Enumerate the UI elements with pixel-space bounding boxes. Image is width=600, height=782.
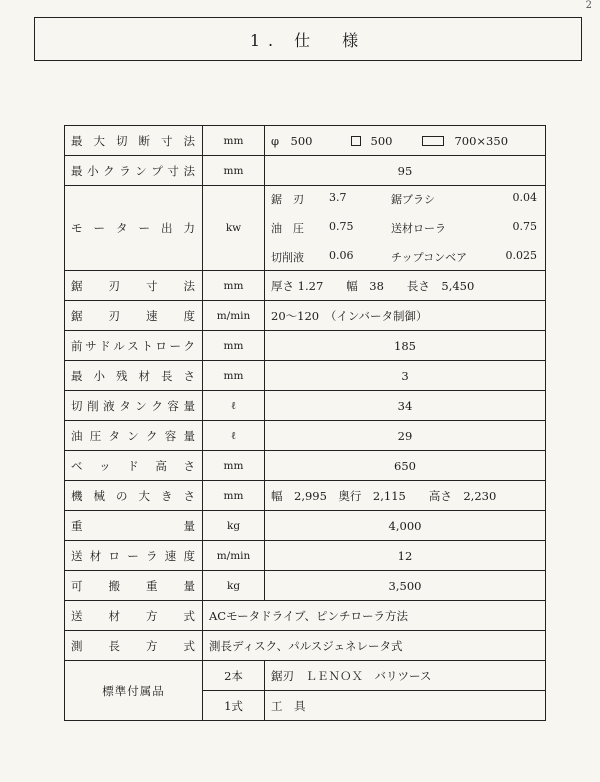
row-value: 20〜120 （インバータ制御） — [265, 301, 546, 331]
row-unit: m/min — [203, 301, 265, 331]
motor-item-value: 0.75 — [329, 220, 354, 233]
row-value: 29 — [265, 421, 546, 451]
row-label — [65, 271, 203, 301]
row-unit: ℓ — [203, 391, 265, 421]
label-text: 油 圧 タ ン ク 容 量 — [71, 428, 196, 443]
round-size: φ 500 — [271, 133, 313, 148]
row-value: 34 — [265, 391, 546, 421]
row-label — [65, 156, 203, 186]
row-label — [65, 301, 203, 331]
label-text: 送 材 ロ ー ラ 速 度 — [71, 548, 196, 563]
motor-item-name: 油 圧 — [271, 222, 304, 235]
row-coolant-tank — [65, 391, 546, 421]
accessory-qty: 2本 — [203, 661, 265, 691]
row-value — [265, 126, 546, 156]
label-text: 鋸 刃 寸 法 — [71, 278, 196, 293]
motor-item-value: 0.06 — [329, 249, 354, 262]
row-value: ACモータドライブ、ピンチローラ方法 — [203, 601, 546, 631]
row-feed-method — [65, 601, 546, 631]
label-text: 鋸 刃 速 度 — [71, 308, 196, 323]
label-text: 測 長 方 式 — [71, 638, 196, 653]
row-min-clamp — [65, 156, 546, 186]
row-motor — [65, 186, 546, 271]
row-unit: kw — [203, 186, 265, 271]
row-label — [65, 571, 203, 601]
row-hydraulic-tank — [65, 421, 546, 451]
row-unit: mm — [203, 126, 265, 156]
row-label — [65, 511, 203, 541]
row-value: 測長ディスク、パルスジェネレータ式 — [203, 631, 546, 661]
rect-size: 700×350 — [454, 133, 509, 148]
accessory-value: 工 具 — [265, 691, 546, 721]
row-label — [65, 331, 203, 361]
motor-item-value: 3.7 — [329, 191, 347, 204]
row-value — [265, 186, 546, 271]
row-unit: mm — [203, 156, 265, 186]
row-feed-roller-speed — [65, 541, 546, 571]
page-number: 2 — [585, 0, 592, 11]
row-unit: m/min — [203, 541, 265, 571]
label-text: 最 大 切 断 寸 法 — [71, 133, 196, 148]
row-value: 4,000 — [265, 511, 546, 541]
row-label: 標準付属品 — [65, 661, 203, 721]
row-unit: kg — [203, 511, 265, 541]
label-text: 機 械 の 大 き さ — [71, 488, 196, 503]
row-value: 12 — [265, 541, 546, 571]
motor-item-value: 0.04 — [512, 191, 537, 204]
row-value: 185 — [265, 331, 546, 361]
square-icon — [351, 136, 361, 146]
row-min-remnant — [65, 361, 546, 391]
spec-table — [64, 125, 546, 721]
row-label — [65, 631, 203, 661]
row-unit: mm — [203, 361, 265, 391]
row-label — [65, 601, 203, 631]
row-weight — [65, 511, 546, 541]
row-front-saddle — [65, 331, 546, 361]
row-label — [65, 126, 203, 156]
rectangle-icon — [422, 136, 444, 146]
motor-item-name: 切削液 — [271, 251, 304, 264]
row-load-weight — [65, 571, 546, 601]
label-text: 重 量 — [71, 518, 196, 533]
motor-item-value: 0.75 — [512, 220, 537, 233]
label-text: 可 搬 重 量 — [71, 578, 196, 593]
row-machine-size — [65, 481, 546, 511]
label-text: 切 削 液 タ ン ク 容 量 — [71, 398, 196, 413]
motor-item-value: 0.025 — [505, 249, 537, 262]
row-label — [65, 361, 203, 391]
row-value: 幅 2,995 奥行 2,115 高さ 2,230 — [265, 481, 546, 511]
row-label — [65, 391, 203, 421]
row-unit: mm — [203, 331, 265, 361]
accessory-qty: 1式 — [203, 691, 265, 721]
motor-item-name: 鋸ブラシ — [391, 193, 435, 206]
accessory-value: 鋸刃 ＬＥＮＯＸ バリツース — [265, 661, 546, 691]
row-value: 95 — [265, 156, 546, 186]
row-unit: kg — [203, 571, 265, 601]
row-max-cut — [65, 126, 546, 156]
row-unit: ℓ — [203, 421, 265, 451]
section-title: 1. 仕 様 — [34, 17, 582, 61]
row-unit: mm — [203, 451, 265, 481]
row-value: 3 — [265, 361, 546, 391]
label-text: モ ー タ ー 出 力 — [71, 221, 196, 235]
row-label — [65, 451, 203, 481]
label-text: 最 小 残 材 長 さ — [71, 368, 196, 383]
row-label — [65, 421, 203, 451]
row-label — [65, 481, 203, 511]
row-measure-method — [65, 631, 546, 661]
row-bed-height — [65, 451, 546, 481]
row-unit: mm — [203, 481, 265, 511]
square-size: 500 — [370, 133, 393, 148]
row-value: 3,500 — [265, 571, 546, 601]
label-text: ベ ッ ド 高 さ — [71, 458, 196, 473]
row-blade-speed — [65, 301, 546, 331]
motor-item-name: チップコンベア — [391, 251, 468, 264]
row-value: 650 — [265, 451, 546, 481]
label-text: 最 小 ク ラ ン プ 寸 法 — [71, 163, 196, 178]
motor-item-name: 鋸 刃 — [271, 193, 304, 206]
row-blade-size — [65, 271, 546, 301]
row-standard-accessories — [65, 661, 546, 691]
label-text: 送 材 方 式 — [71, 608, 196, 623]
row-label — [65, 541, 203, 571]
label-text: 前 サ ド ル ス ト ロ ー ク — [71, 338, 196, 353]
motor-item-name: 送材ローラ — [391, 222, 446, 235]
row-unit: mm — [203, 271, 265, 301]
row-value: 厚さ 1.27 幅 38 長さ 5,450 — [265, 271, 546, 301]
row-label — [65, 186, 203, 271]
